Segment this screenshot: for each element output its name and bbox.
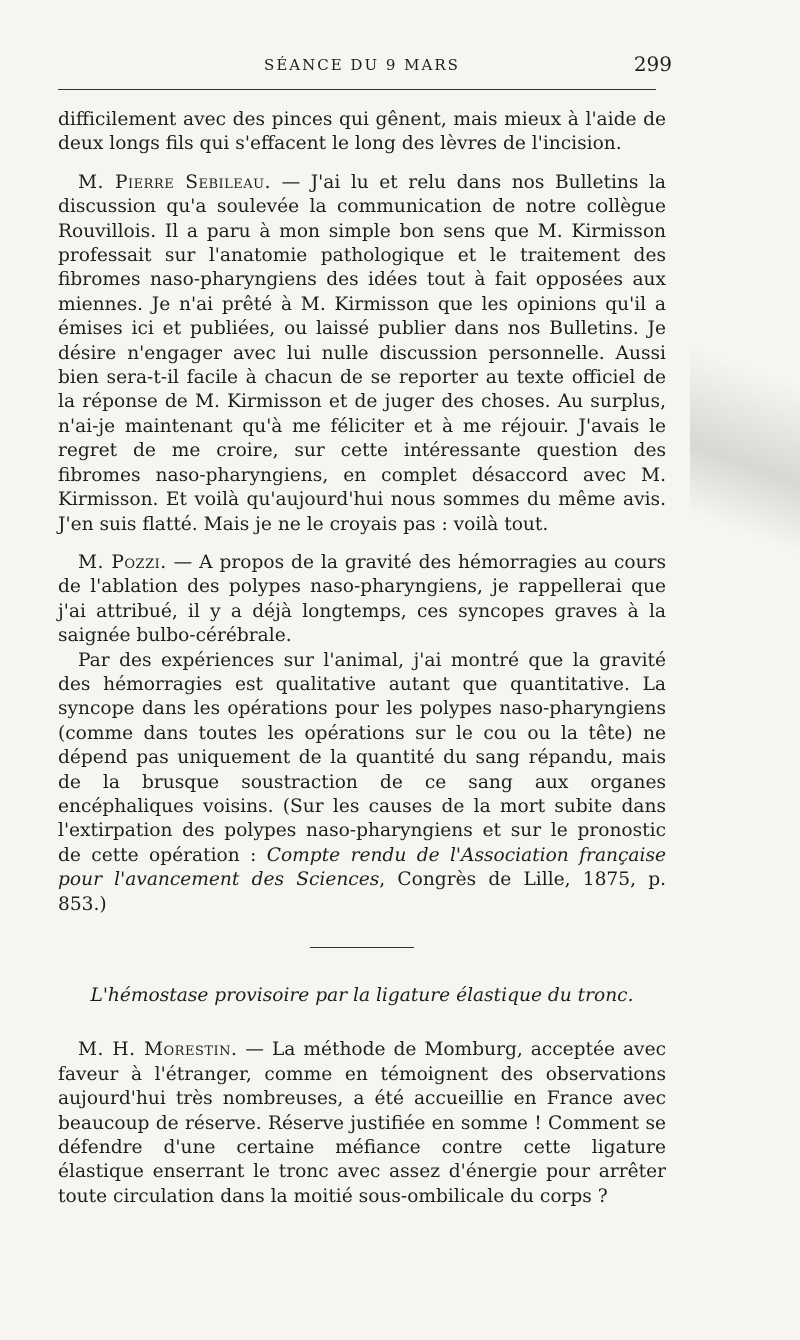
speaker-name: M. Pierre Sebileau. (78, 171, 272, 193)
header-rule (58, 89, 656, 90)
body-text (58, 108, 666, 1209)
running-head (58, 52, 672, 76)
paragraph-text: , Congrès de Lille, 1875, p. 853.) (58, 869, 667, 915)
paragraph-text: — La méthode de Momburg, acceptée avec faveur à l'étranger, comme en témoignent des observations aujourd'hui très nombreuses, a été accueillie en France avec beaucoup de réserve. Réserve justifiée en somme ! Comment se défendre d'une certaine méfiance contre cette ligature élastique enserrant le tronc avec assez d'énergie pour arrêter toute circulation dans la moitié sous-ombilicale du corps ? (58, 1039, 666, 1207)
page-number: 299 (633, 52, 672, 76)
paragraph-morestin (58, 1038, 666, 1209)
paragraph-pozzi (58, 551, 666, 649)
section-title: L'hémostase provisoire par la ligature élastique du tronc. (90, 985, 634, 1006)
paragraph-continuation (58, 108, 666, 157)
paragraph-text: — A propos de la gravité des hémorragies au cours de l'ablation des polypes naso-pharyngiens, je rappellerai que j'ai attribué, il y a déjà longtemps, ces syncopes graves à la saignée bulbo-cérébrale. (58, 551, 667, 647)
citation-title: Compte rendu de l'Association française pour l'avancement des Sciences (58, 844, 666, 891)
paragraph-text: Par des expériences sur l'animal, j'ai montré que la gravité des hémorragies est qualitative autant que quantitative. La syncope dans les opérations pour les polypes naso-pharyngiens (comme dans toutes les opérations sur le cou ou la tête) ne dépend pas uniquement de la quantité du sang répandu, mais de la brusque soustraction de ce sang aux organes encéphaliques voisins. (Sur les causes de la mort subite dans l'extirpation des polypes naso-pharyngiens et sur le pronostic de cette opération : (58, 649, 666, 866)
speaker-name: M. Pozzi. (78, 551, 167, 573)
scan-shadow (690, 330, 800, 570)
section-divider (310, 947, 414, 948)
paragraph-sebileau (58, 171, 666, 537)
paragraph-pozzi-continued (58, 649, 666, 917)
paragraph-text: difficilement avec des pinces qui gênent, mais mieux à l'aide de deux longs fils qui s'effacent le long des lèvres de l'incision. (58, 109, 666, 155)
running-title: SÉANCE DU 9 MARS (264, 56, 460, 74)
paragraph-text: — J'ai lu et relu dans nos Bulletins la discussion qu'a soulevée la communication de notre collègue Rouvillois. Il a paru à mon simple bon sens que M. Kirmisson professait sur l'anatomie pathologique et le traitement des fibromes naso-pharyngiens des idées tout à fait opposées aux miennes. Je n'ai prêté à M. Kirmisson que les opinions qu'il a émises ici et publiées, ou laissé publier dans nos Bulletins. Je désire n'engager avec lui nulle discussion personnelle. Aussi bien sera-t-il facile à chacun de se reporter au texte officiel de la réponse de M. Kirmisson et de juger des choses. Au surplus, n'ai-je maintenant qu'à me féliciter et à me réjouir. J'avais le regret de me croire, sur cette intéressante question des fibromes naso-pharyngiens, en complet désaccord avec M. Kirmisson. Et voilà qu'aujourd'hui nous sommes du même avis. J'en suis flatté. Mais je ne le croyais pas : voilà tout. (58, 171, 666, 535)
speaker-name: M. H. Morestin. (78, 1039, 238, 1061)
